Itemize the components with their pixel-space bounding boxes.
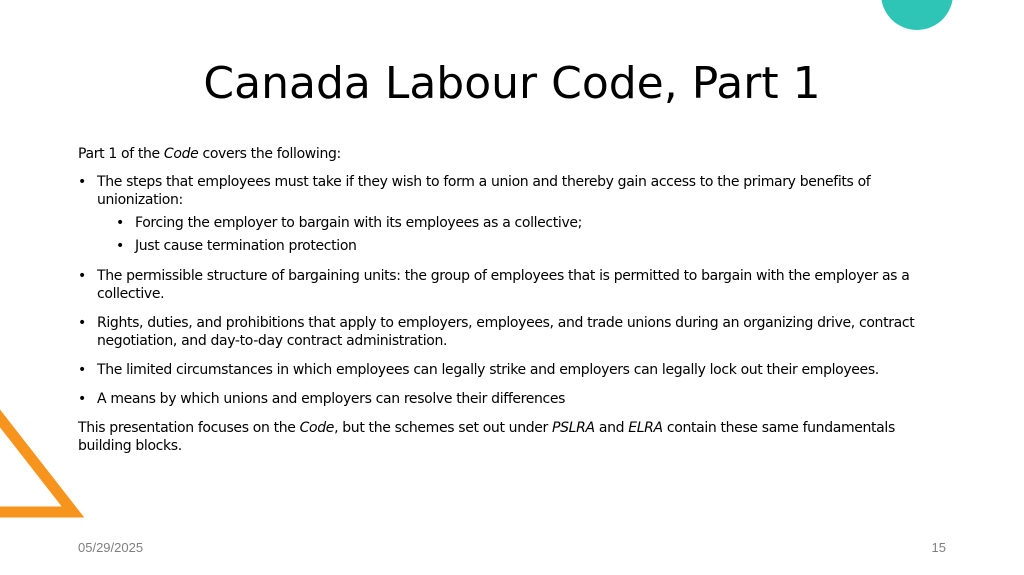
bullet-item: • Rights, duties, and prohibitions that apply to employers, employees, and trade unions during an organizing drive, contract negotiation, and day-to-day contract administration. [78, 314, 923, 350]
closing-text-1: This presentation focuses on the [78, 420, 300, 436]
closing-text-4: contain these same fundamentals building blocks. [78, 420, 895, 454]
intro-text-emphasis: Code [163, 146, 199, 162]
closing-text-3: and [594, 420, 629, 436]
slide-title: Canada Labour Code, Part 1 [203, 58, 821, 109]
closing-emphasis-elra: ELRA [628, 420, 663, 436]
sub-bullet-item: • Forcing the employer to bargain with its employees as a collective; [116, 214, 923, 232]
intro-text-before: Part 1 of the [78, 146, 164, 162]
intro-paragraph [78, 145, 923, 163]
intro-text-after: covers the following: [198, 146, 341, 162]
footer-date: 05/29/2025 [78, 540, 144, 555]
closing-paragraph [78, 419, 923, 455]
sub-bullet-item: • Just cause termination protection [116, 237, 923, 255]
closing-text-2: , but the schemes set out under [334, 420, 553, 436]
bullet-item: • A means by which unions and employers can resolve their differences [78, 390, 923, 408]
bullet-item: • The steps that employees must take if they wish to form a union and thereby gain access to the primary benefits of unionization: [78, 173, 923, 209]
closing-emphasis-code: Code [299, 420, 335, 436]
slide-body [78, 145, 923, 465]
slide-number: 15 [931, 540, 946, 555]
closing-emphasis-pslra: PSLRA [552, 420, 595, 436]
bullet-item: • The permissible structure of bargaining units: the group of employees that is permitted to bargain with the employer as a collective. [78, 267, 923, 303]
bullet-item: • The limited circumstances in which employees can legally strike and employers can legally lock out their employees. [78, 361, 923, 379]
teal-circle-decoration [881, 0, 953, 30]
orange-triangle-decoration [0, 360, 90, 530]
